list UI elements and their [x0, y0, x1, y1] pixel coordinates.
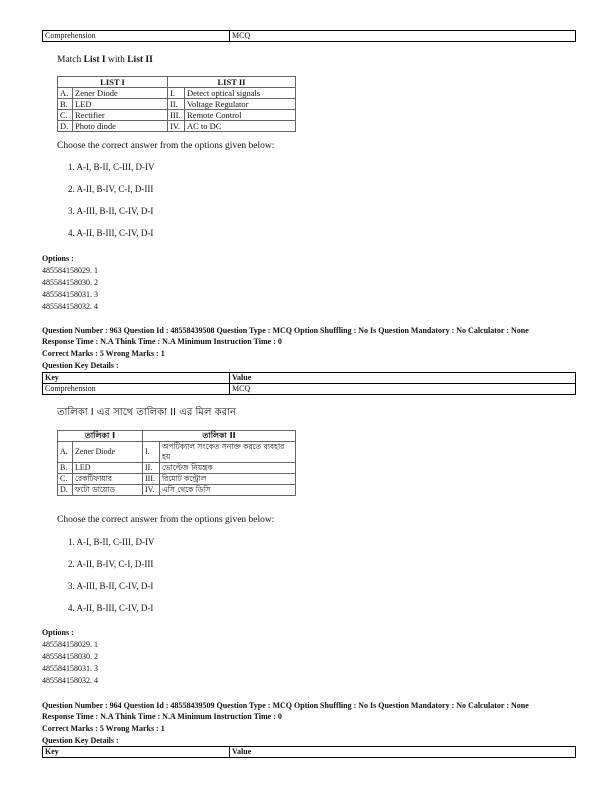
- q2-answer-2: 2. A-II, B-IV, C-I, D-III: [68, 559, 154, 569]
- list1-header: তালিকা I: [58, 431, 143, 442]
- q2-option-id-3: 485584158031. 3: [42, 664, 98, 673]
- table-row: C. রেকটিফায়ার III. রিমোট কন্ট্রোল: [58, 474, 296, 485]
- q2-option-id-4: 485584158032. 4: [42, 676, 98, 685]
- q963-key-table: [42, 372, 576, 395]
- q964-key-details: Question Key Details :: [42, 736, 119, 745]
- list2-header: LIST II: [168, 77, 296, 88]
- q1-instruction: Match List I with List II: [57, 55, 153, 65]
- q964-meta-line1: Question Number : 964 Question Id : 48558439509 Question Type : MCQ Option Shuffling : No Is Question Mandatory : No Calculator : None: [42, 701, 529, 710]
- q1-option-id-2: 485584158030. 2: [42, 278, 98, 287]
- table-row: B. LED II. ভোল্টেজ নিয়ন্ত্রক: [58, 463, 296, 474]
- table-row: A. Zener Diode I. Detect optical signals: [58, 88, 296, 99]
- q2-answer-3: 3. A-III, B-II, C-IV, D-I: [68, 581, 154, 591]
- q2-answer-1: 1. A-I, B-II, C-III, D-IV: [68, 537, 155, 547]
- q1-answer-2: 2. A-II, B-IV, C-I, D-III: [68, 184, 154, 194]
- value-header: Value: [230, 373, 576, 384]
- key-header: Key: [43, 373, 230, 384]
- q1-answer-1: 1. A-I, B-II, C-III, D-IV: [68, 162, 155, 172]
- q1-answer-3: 3. A-III, B-II, C-IV, D-I: [68, 206, 154, 216]
- q2-option-id-1: 485584158029. 1: [42, 640, 98, 649]
- q963-marks: Correct Marks : 5 Wrong Marks : 1: [42, 349, 165, 358]
- q1-answer-4: 4. A-II, B-III, C-IV, D-I: [68, 228, 154, 238]
- q963-meta-line1: Question Number : 963 Question Id : 48558439508 Question Type : MCQ Option Shuffling : No Is Question Mandatory : No Calculator : None: [42, 326, 529, 335]
- q963-meta-line2: Response Time : N.A Think Time : N.A Minimum Instruction Time : 0: [42, 337, 282, 346]
- value-cell: MCQ: [230, 384, 576, 395]
- q1-match-table: [57, 76, 296, 132]
- list2-header: তালিকা II: [143, 431, 296, 442]
- table-row: D. ফটো ডায়োড IV. এসি থেকে ডিসি: [58, 485, 296, 496]
- key-cell: Comprehension: [43, 384, 230, 395]
- table-row: A. Zener Diode I. অপটিক্যাল সংকেত সনাক্ত করতে ব্যবহার হয়: [58, 442, 296, 463]
- key-header: Key: [43, 747, 230, 758]
- q1-choose-text: Choose the correct answer from the options given below:: [57, 141, 275, 151]
- table-row: B. LED II. Voltage Regulator: [58, 99, 296, 110]
- q963-key-details: Question Key Details :: [42, 361, 119, 370]
- q1-option-id-1: 485584158029. 1: [42, 266, 98, 275]
- q1-option-id-4: 485584158032. 4: [42, 302, 98, 311]
- table-row: C. Rectifier III. Remote Control: [58, 110, 296, 121]
- q964-marks: Correct Marks : 5 Wrong Marks : 1: [42, 724, 165, 733]
- key-cell: Comprehension: [43, 31, 230, 42]
- value-header: Value: [230, 747, 576, 758]
- q2-match-table: [57, 430, 296, 496]
- q964-meta-line2: Response Time : N.A Think Time : N.A Minimum Instruction Time : 0: [42, 712, 282, 721]
- q1-options-label: Options :: [42, 254, 74, 263]
- q2-answer-4: 4. A-II, B-III, C-IV, D-I: [68, 603, 154, 613]
- q2-choose-text: Choose the correct answer from the options given below:: [57, 515, 275, 525]
- top-key-table: [42, 30, 576, 42]
- q1-option-id-3: 485584158031. 3: [42, 290, 98, 299]
- list1-header: LIST I: [58, 77, 168, 88]
- q964-key-table: [42, 746, 576, 758]
- table-row: D. Photo diode IV. AC to DC: [58, 121, 296, 132]
- q2-options-label: Options :: [42, 628, 74, 637]
- q2-option-id-2: 485584158030. 2: [42, 652, 98, 661]
- value-cell: MCQ: [230, 31, 576, 42]
- q2-instruction: তালিকা I এর সাথে তালিকা II এর মিল করান: [57, 407, 236, 418]
